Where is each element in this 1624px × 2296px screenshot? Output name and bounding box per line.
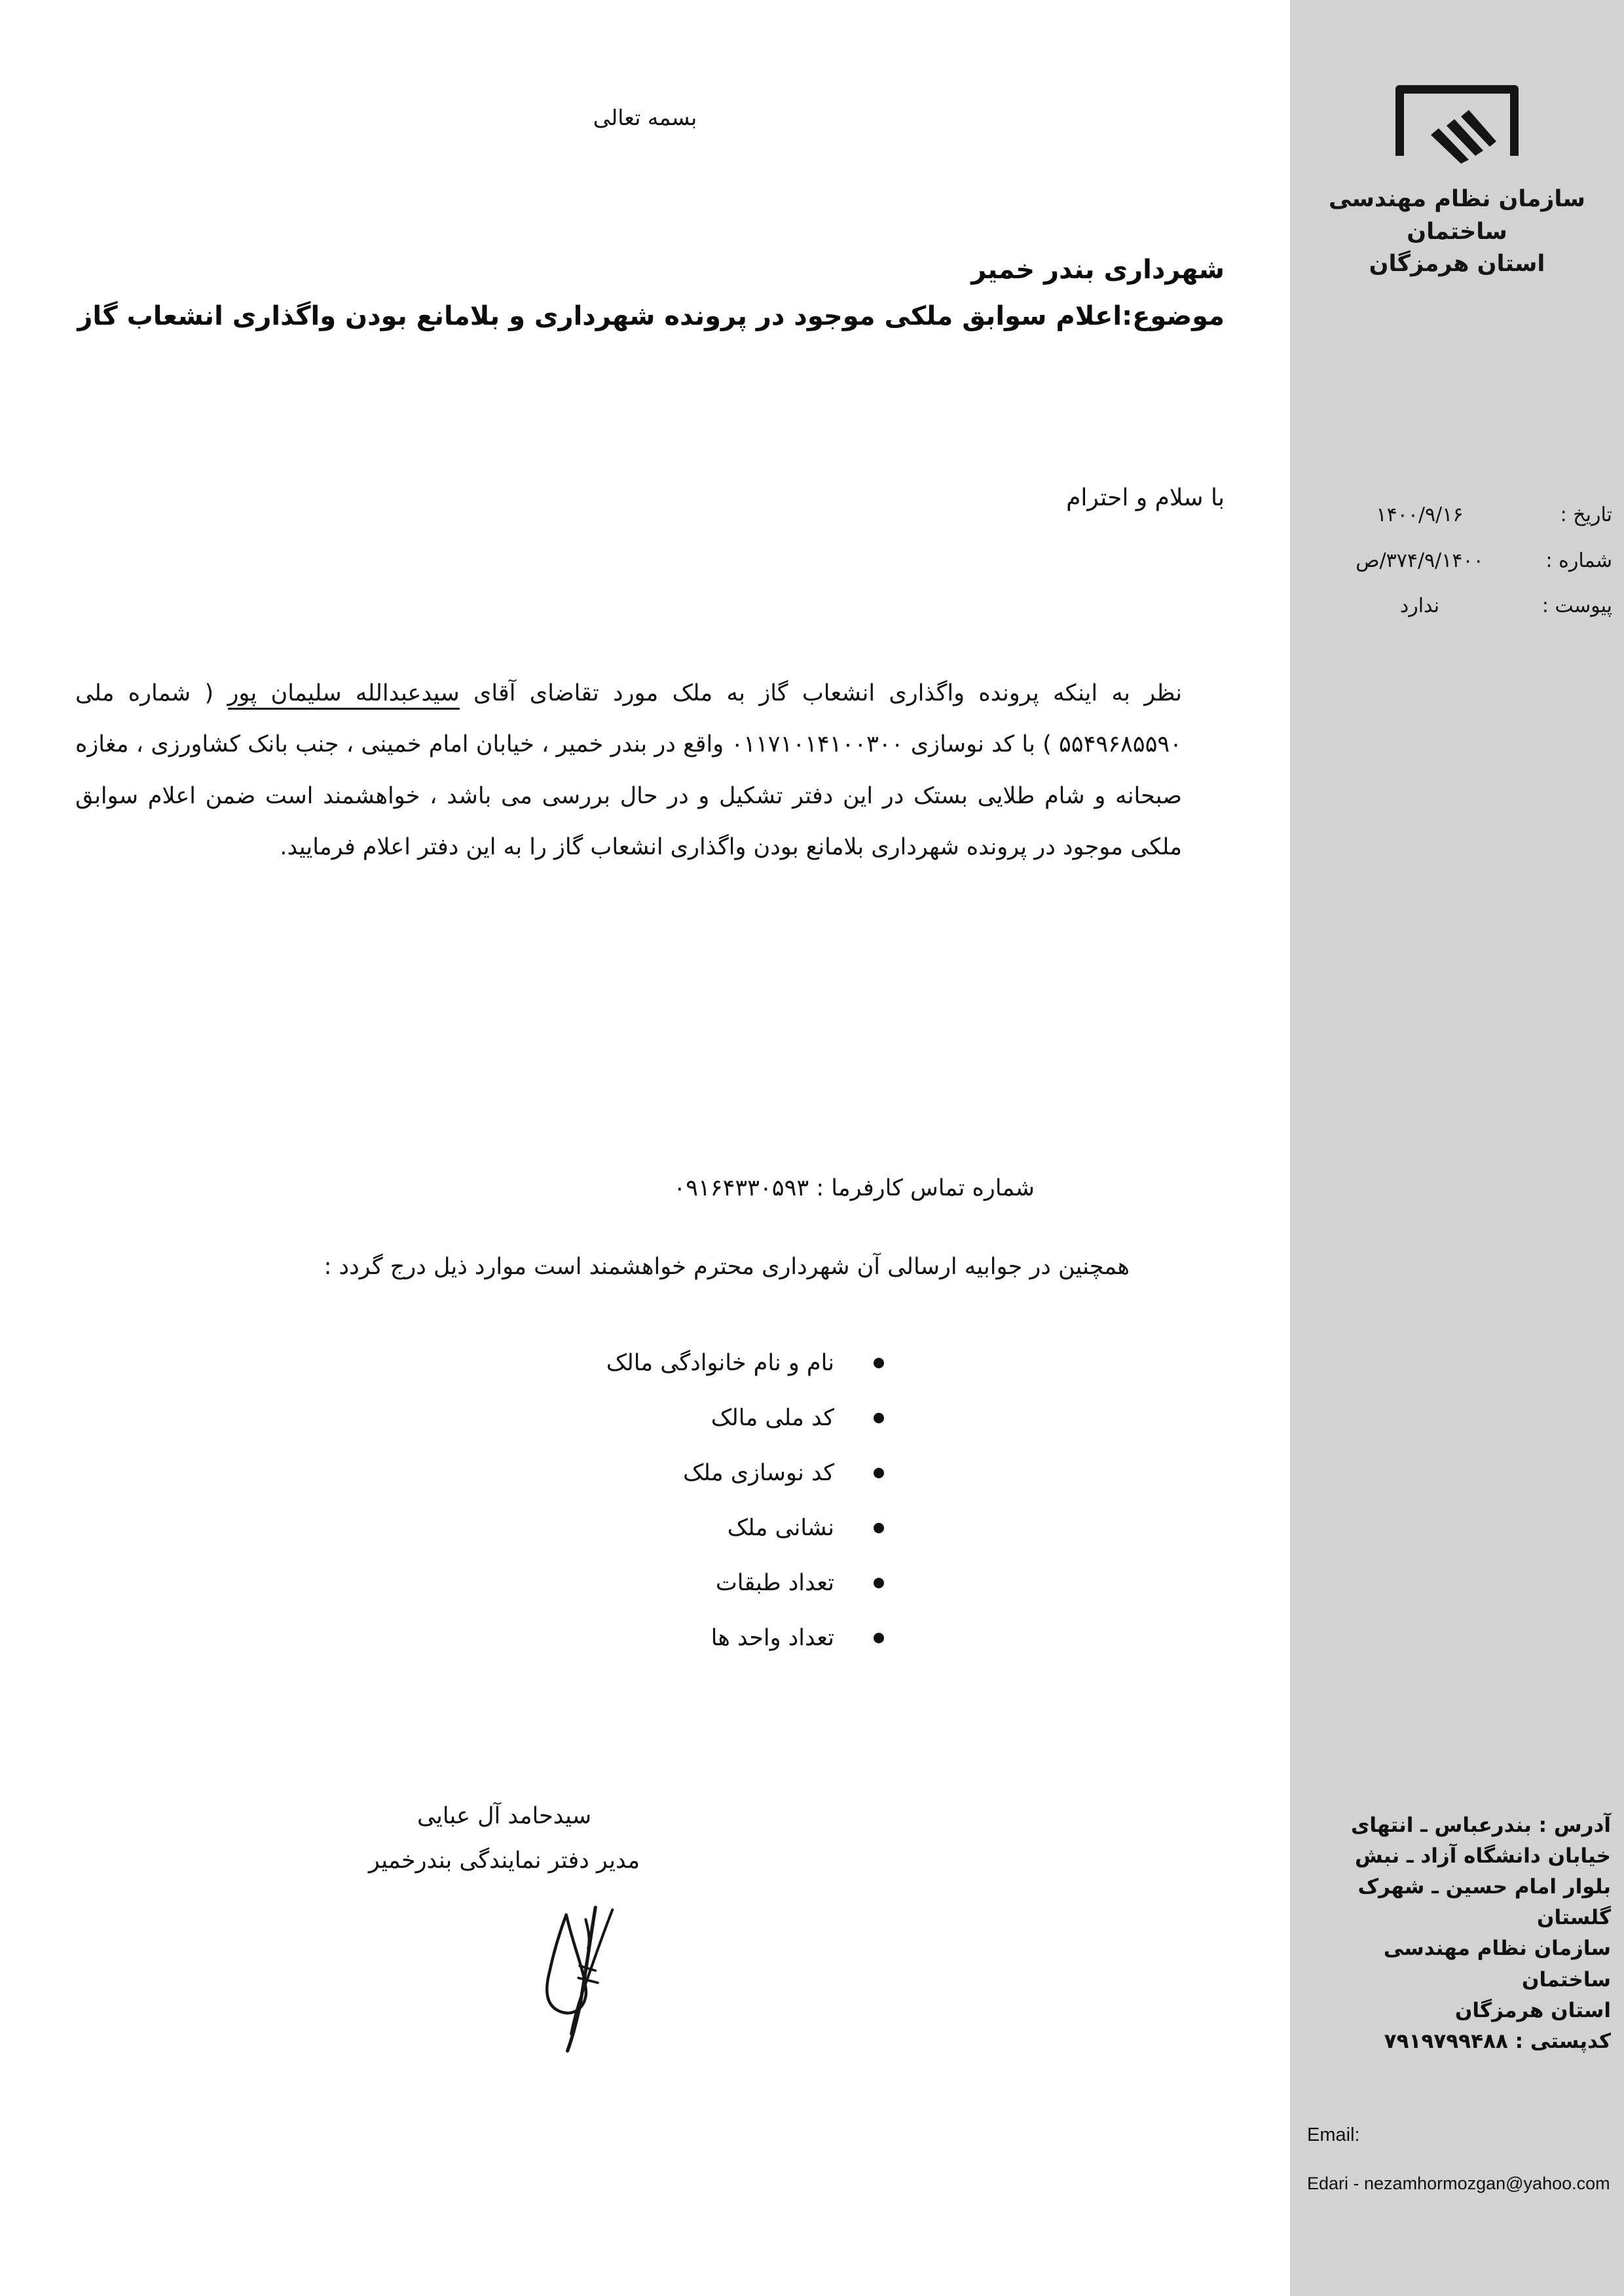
number-label: شماره : (1545, 549, 1612, 572)
signer-title: مدیر دفتر نمایندگی بندرخمیر (368, 1848, 640, 1874)
address-line-1: آدرس : بندرعباس ـ انتهای (1350, 1813, 1611, 1837)
subject-line: موضوع:اعلام سوابق ملکی موجود در پرونده شهرداری و بلامانع بودن واگذاری انشعاب گاز (77, 301, 1225, 331)
greeting-line: با سلام و احترام (1066, 484, 1225, 511)
meta-row-attachment (1307, 592, 1612, 621)
handwritten-signature-icon (504, 1886, 674, 2056)
body-part-one: نظر به اینکه پرونده واگذاری انشعاب گاز به ملک مورد تقاضای آقای (459, 680, 1182, 706)
requested-items-intro: همچنین در جوابیه ارسالی آن شهرداری محترم خواهشمند است موارد ذیل درج گردد : (323, 1254, 1130, 1280)
attachment-value: ندارد (1399, 594, 1440, 617)
list-item (229, 1501, 884, 1556)
employer-contact-line: شماره تماس کارفرما : ۰۹۱۶۴۳۳۰۵۹۳ (673, 1175, 1035, 1201)
address-line-5: سازمان نظام مهندسی ساختمان (1383, 1937, 1611, 1992)
body-part-two: ( شماره ملی ۵۵۴۹۶۸۵۵۹۰ ) با کد نوسازی ۰۱۱۷۱۰۱۴۱۰۰۳۰۰ واقع در بندر خمیر ، خیابان امام خمینی ، جنب بانک کشاورزی ، مغازه صبحانه و شام طلایی بستک در این دفتر تشکیل و در حال بررسی می باشد ، خواهشمند است ضمن اعلام سوابق ملکی موجود در پرونده شهرداری بلامانع بودن واگذاری انشعاب گاز را به این دفتر اعلام فرمایید. (75, 680, 1182, 861)
list-item-label: کد ملی مالک (710, 1405, 834, 1431)
bullet-dot-icon (874, 1413, 884, 1423)
letterhead-sidebar-inner (1290, 0, 1624, 2296)
owner-name-underlined: سیدعبدالله سلیمان پور (228, 680, 460, 710)
address-line-6: استان هرمزگان (1454, 1998, 1611, 2022)
list-item-label: نام و نام خانوادگی مالک (606, 1350, 834, 1376)
signature-block (268, 1794, 740, 1884)
date-label: تاریخ : (1560, 503, 1612, 526)
list-item-label: تعداد طبقات (715, 1570, 834, 1596)
letter-main-paragraph (75, 668, 1182, 873)
building-roof-logo-icon (1392, 79, 1522, 164)
bullet-dot-icon (874, 1358, 884, 1368)
list-item (229, 1611, 884, 1666)
list-item-label: تعداد واحد ها (710, 1625, 834, 1651)
bullet-dot-icon (874, 1523, 884, 1533)
postal-code-line: کدپستی : ۷۹۱۹۷۹۹۴۸۸ (1384, 2029, 1611, 2053)
email-address[interactable]: Edari - nezamhormozgan@yahoo.com (1307, 2174, 1610, 2193)
organization-name (1290, 183, 1624, 281)
bullet-dot-icon (874, 1468, 884, 1478)
addressee-line: شهرداری بندر خمیر (971, 255, 1225, 285)
number-value: ۳۷۴/۹/۱۴۰۰/ص (1356, 549, 1484, 572)
list-item-label: نشانی ملک (727, 1515, 834, 1541)
list-item (229, 1556, 884, 1611)
list-item (229, 1336, 884, 1391)
signer-name: سیدحامد آل عبایی (416, 1803, 592, 1829)
email-label: Email: (1307, 2124, 1360, 2145)
organization-address (1307, 1810, 1611, 2057)
bullet-dot-icon (874, 1633, 884, 1643)
meta-row-number (1307, 547, 1612, 575)
list-item (229, 1446, 884, 1501)
address-line-3: بلوار امام حسین ـ شهرک (1357, 1875, 1611, 1899)
letter-meta-block (1307, 501, 1612, 638)
meta-row-date (1307, 501, 1612, 530)
organization-logo (1290, 79, 1624, 281)
requested-items-list (229, 1336, 884, 1666)
list-item-label: کد نوسازی ملک (682, 1460, 834, 1486)
organization-email (1307, 2124, 1611, 2194)
address-line-2: خیابان دانشگاه آزاد ـ نبش (1355, 1844, 1611, 1868)
organization-name-line2: استان هرمزگان (1369, 251, 1545, 278)
date-value: ۱۴۰۰/۹/۱۶ (1376, 503, 1464, 526)
organization-name-line1: سازمان نظام مهندسی ساختمان (1329, 186, 1585, 245)
letterhead-sidebar (1290, 0, 1624, 2296)
list-item (229, 1391, 884, 1446)
address-line-4: گلستان (1537, 1906, 1611, 1930)
attachment-label: پیوست : (1541, 594, 1612, 617)
besmeh-taali-header: بسمه تعالی (593, 105, 697, 130)
bullet-dot-icon (874, 1578, 884, 1588)
